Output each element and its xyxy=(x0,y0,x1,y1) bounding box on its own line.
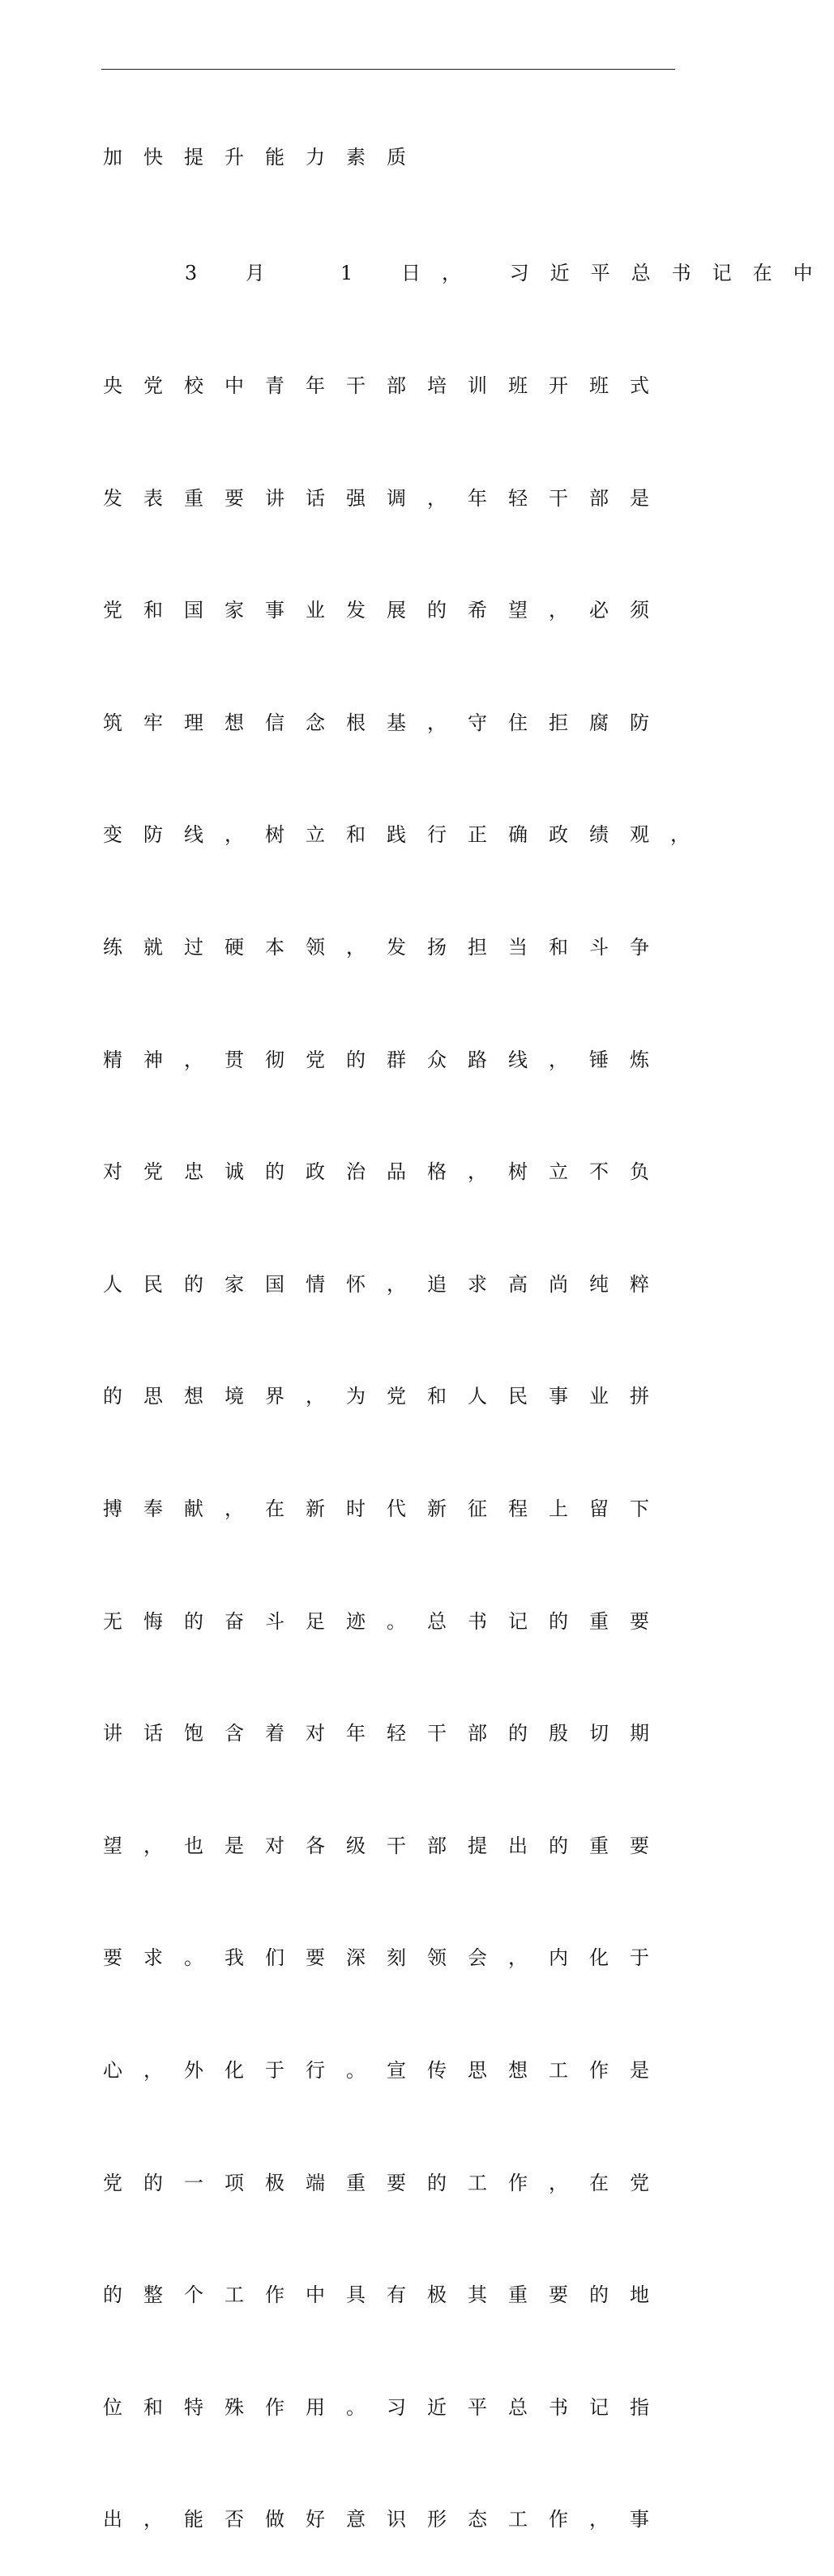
body-line: 对党忠诚的政治品格，树立不负 xyxy=(103,1160,670,1184)
section-heading: 加快提升能力素质 xyxy=(103,146,427,169)
body-line: 位和特殊作用。习近平总书记指 xyxy=(103,2395,670,2419)
body-line: 的思想境界，为党和人民事业拼 xyxy=(103,1385,670,1408)
body-line: 的整个工作中具有极其重要的地 xyxy=(103,2283,670,2307)
body-line: 出，能否做好意识形态工作，事 xyxy=(103,2508,670,2531)
body-line: 心，外化于行。宣传思想工作是 xyxy=(103,2058,670,2082)
body-line: 央党校中青年干部培训班开班式 xyxy=(103,374,670,397)
body-line: 3 月 1 日， 习近平总书记在中 xyxy=(103,262,834,285)
body-line: 讲话饱含着对年轻干部的殷切期 xyxy=(103,1722,670,1745)
body-line: 发表重要讲话强调，年轻干部是 xyxy=(103,486,670,510)
body-line: 筑牢理想信念根基，守住拒腐防 xyxy=(103,711,670,734)
body-line: 变防线，树立和践行正确政绩观， xyxy=(103,823,711,847)
body-line: 搏奉献，在新时代新征程上留下 xyxy=(103,1497,670,1520)
body-line: 练就过硬本领，发扬担当和斗争 xyxy=(103,935,670,959)
body-line: 人民的家国情怀，追求高尚纯粹 xyxy=(103,1272,670,1296)
body-line: 党的一项极端重要的工作，在党 xyxy=(103,2171,670,2194)
header-rule xyxy=(101,69,675,70)
body-text xyxy=(103,180,834,2576)
body-line: 党和国家事业发展的希望，必须 xyxy=(103,599,670,622)
body-line: 精神，贯彻党的群众路线，锤炼 xyxy=(103,1048,670,1071)
body-line: 望，也是对各级干部提出的重要 xyxy=(103,1834,670,1857)
body-line: 无悔的奋斗足迹。总书记的重要 xyxy=(103,1609,670,1633)
body-line: 要求。我们要深刻领会，内化于 xyxy=(103,1946,670,1970)
